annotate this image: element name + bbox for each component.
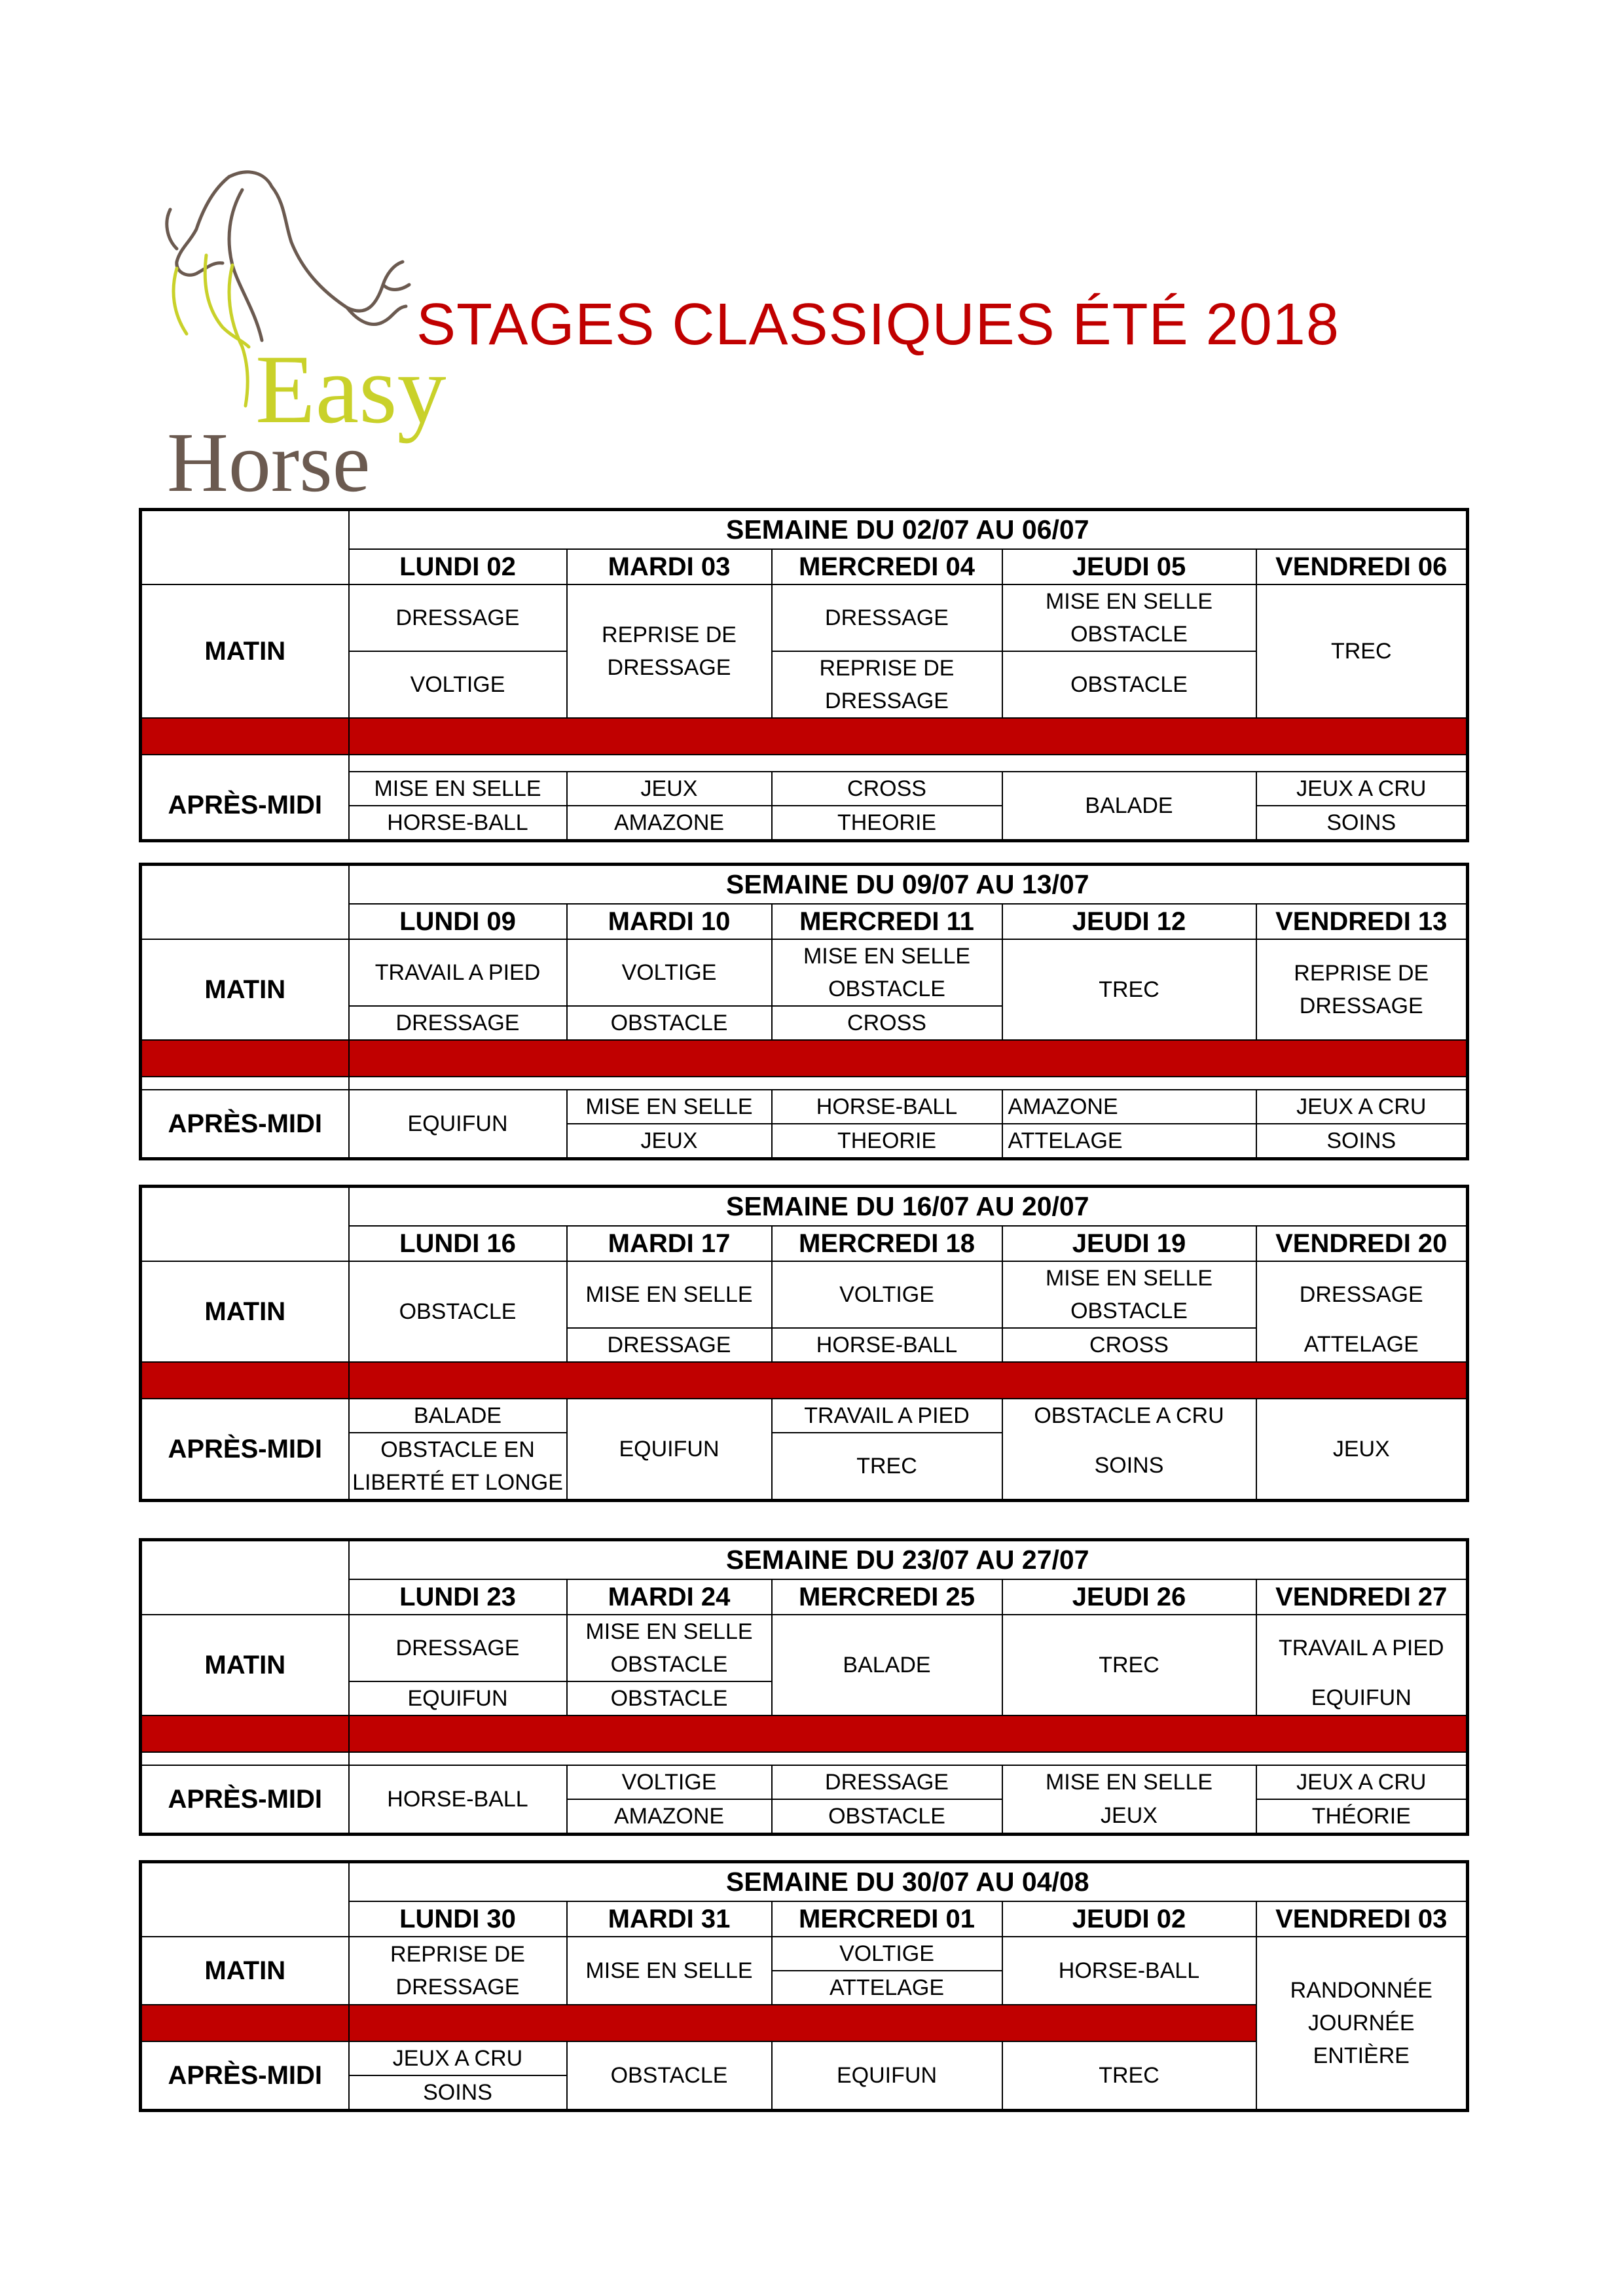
activity-cell: BALADE: [1002, 772, 1256, 841]
activity-cell: JEUX A CRU: [1256, 1765, 1468, 1799]
activity-cell: EQUIFUN: [349, 1681, 567, 1715]
day-header: VENDREDI 06: [1256, 549, 1468, 584]
activity-cell: DRESSAGE: [349, 1006, 567, 1040]
activity-cell: AMAZONE: [567, 1799, 772, 1835]
afternoon-label: APRÈS-MIDI: [141, 772, 349, 841]
activity-cell: ATTELAGE: [1256, 1328, 1468, 1362]
day-header: MERCREDI 25: [772, 1579, 1002, 1615]
activity-cell: HORSE-BALL: [772, 1328, 1002, 1362]
activity-cell: TREC: [1002, 1615, 1256, 1715]
activity-cell: DRESSAGE: [1256, 1261, 1468, 1328]
page-title: STAGES CLASSIQUES ÉTÉ 2018: [416, 292, 1340, 357]
separator-band: [141, 718, 349, 755]
activity-cell: EQUIFUN: [567, 1399, 772, 1501]
activity-cell: AMAZONE: [1002, 1090, 1256, 1124]
day-header: JEUDI 19: [1002, 1226, 1256, 1261]
activity-cell: OBSTACLE: [567, 2041, 772, 2111]
day-header: VENDREDI 20: [1256, 1226, 1468, 1261]
activity-cell: VOLTIGE: [567, 1765, 772, 1799]
activity-cell: HORSE-BALL: [1002, 1937, 1256, 2005]
separator-band: [141, 2005, 349, 2041]
week-table: [139, 508, 1469, 842]
week-heading: SEMAINE DU 23/07 AU 27/07: [349, 1540, 1468, 1579]
week-table: [139, 1860, 1469, 2112]
week-table: [139, 1538, 1469, 1836]
activity-cell: MISE EN SELLE: [567, 1937, 772, 2005]
activity-cell: DRESSAGE: [349, 1615, 567, 1681]
separator-band: [349, 1715, 1468, 1752]
activity-cell: MISE EN SELLE OBSTACLE: [1002, 1261, 1256, 1328]
activity-cell: TREC: [772, 1433, 1002, 1501]
logo-word-horse: Horse: [167, 416, 371, 504]
activity-cell: ATTELAGE: [772, 1971, 1002, 2005]
day-header: MARDI 31: [567, 1901, 772, 1937]
activity-cell: TRAVAIL A PIED: [349, 939, 567, 1006]
logo-word-easy: Easy: [255, 335, 447, 444]
activity-cell: SOINS: [1256, 806, 1468, 841]
separator-band: [141, 1040, 349, 1077]
day-header: MERCREDI 18: [772, 1226, 1002, 1261]
day-header: VENDREDI 03: [1256, 1901, 1468, 1937]
morning-label: MATIN: [141, 939, 349, 1040]
morning-label: MATIN: [141, 1615, 349, 1715]
morning-label: MATIN: [141, 1937, 349, 2005]
afternoon-label: APRÈS-MIDI: [141, 2041, 349, 2111]
activity-cell: JEUX: [567, 1124, 772, 1159]
day-header: MERCREDI 11: [772, 904, 1002, 939]
activity-cell: CROSS: [772, 772, 1002, 806]
activity-cell: MISE EN SELLE OBSTACLE: [1002, 584, 1256, 651]
activity-cell: HORSE-BALL: [349, 1765, 567, 1835]
day-header: JEUDI 05: [1002, 549, 1256, 584]
day-header: LUNDI 30: [349, 1901, 567, 1937]
activity-cell: OBSTACLE: [567, 1681, 772, 1715]
activity-cell: MISE EN SELLE OBSTACLE: [772, 939, 1002, 1006]
activity-cell: JEUX A CRU: [1256, 772, 1468, 806]
activity-cell: EQUIFUN: [772, 2041, 1002, 2111]
activity-cell: BALADE: [349, 1399, 567, 1433]
activity-cell: OBSTACLE: [772, 1799, 1002, 1835]
afternoon-label: APRÈS-MIDI: [141, 1090, 349, 1159]
activity-cell: AMAZONE: [567, 806, 772, 841]
day-header: LUNDI 23: [349, 1579, 567, 1615]
activity-cell: JEUX A CRU: [349, 2041, 567, 2075]
activity-cell: OBSTACLE: [1002, 651, 1256, 718]
day-header: VENDREDI 13: [1256, 904, 1468, 939]
separator-band: [349, 2005, 1256, 2041]
activity-cell: SOINS: [1256, 1124, 1468, 1159]
activity-cell: DRESSAGE: [567, 1328, 772, 1362]
week-heading: SEMAINE DU 30/07 AU 04/08: [349, 1862, 1468, 1901]
activity-cell: MISE EN SELLE OBSTACLE: [567, 1615, 772, 1681]
activity-cell: VOLTIGE: [772, 1937, 1002, 1971]
activity-cell: JEUX: [567, 772, 772, 806]
day-header: MERCREDI 01: [772, 1901, 1002, 1937]
day-header: JEUDI 12: [1002, 904, 1256, 939]
activity-cell: VOLTIGE: [349, 651, 567, 718]
activity-cell: TREC: [1256, 584, 1468, 718]
week-table: [139, 1185, 1469, 1502]
afternoon-label: APRÈS-MIDI: [141, 1399, 349, 1501]
activity-cell: TRAVAIL A PIED: [772, 1399, 1002, 1433]
day-header: MARDI 03: [567, 549, 772, 584]
week-heading: SEMAINE DU 02/07 AU 06/07: [349, 510, 1468, 549]
activity-cell: TREC: [1002, 939, 1256, 1040]
activity-cell: SOINS: [349, 2075, 567, 2111]
day-header: VENDREDI 27: [1256, 1579, 1468, 1615]
separator-band: [349, 1362, 1468, 1399]
activity-cell: JEUX: [1002, 1799, 1256, 1835]
activity-cell: JEUX A CRU: [1256, 1090, 1468, 1124]
separator-band: [349, 1040, 1468, 1077]
day-header: JEUDI 26: [1002, 1579, 1256, 1615]
activity-cell: MISE EN SELLE: [567, 1261, 772, 1328]
activity-cell: VOLTIGE: [567, 939, 772, 1006]
activity-cell: HORSE-BALL: [772, 1090, 1002, 1124]
activity-cell: THEORIE: [772, 1124, 1002, 1159]
day-header: MARDI 10: [567, 904, 772, 939]
day-header: MARDI 17: [567, 1226, 772, 1261]
activity-cell: REPRISE DE DRESSAGE: [1256, 939, 1468, 1040]
activity-cell: REPRISE DE DRESSAGE: [349, 1937, 567, 2005]
morning-label: MATIN: [141, 1261, 349, 1362]
activity-cell: TREC: [1002, 2041, 1256, 2111]
activity-cell: EQUIFUN: [1256, 1681, 1468, 1715]
week-heading: SEMAINE DU 16/07 AU 20/07: [349, 1187, 1468, 1226]
activity-cell: REPRISE DE DRESSAGE: [567, 584, 772, 718]
morning-label: MATIN: [141, 584, 349, 718]
separator-band: [141, 1362, 349, 1399]
activity-cell: MISE EN SELLE: [1002, 1765, 1256, 1799]
activity-cell: MISE EN SELLE: [567, 1090, 772, 1124]
week-heading: SEMAINE DU 09/07 AU 13/07: [349, 865, 1468, 904]
day-header: LUNDI 02: [349, 549, 567, 584]
activity-cell: HORSE-BALL: [349, 806, 567, 841]
activity-cell: DRESSAGE: [772, 1765, 1002, 1799]
activity-cell: OBSTACLE A CRU: [1002, 1399, 1256, 1433]
activity-cell: MISE EN SELLE: [349, 772, 567, 806]
day-header: MERCREDI 04: [772, 549, 1002, 584]
activity-cell: REPRISE DE DRESSAGE: [772, 651, 1002, 718]
afternoon-label: APRÈS-MIDI: [141, 1765, 349, 1835]
activity-cell: TRAVAIL A PIED: [1256, 1615, 1468, 1681]
activity-cell: RANDONNÉE JOURNÉE ENTIÈRE: [1256, 1937, 1468, 2111]
activity-cell: JEUX: [1256, 1399, 1468, 1501]
separator-band: [349, 718, 1468, 755]
day-header: JEUDI 02: [1002, 1901, 1256, 1937]
activity-cell: BALADE: [772, 1615, 1002, 1715]
activity-cell: VOLTIGE: [772, 1261, 1002, 1328]
day-header: LUNDI 16: [349, 1226, 567, 1261]
activity-cell: OBSTACLE: [567, 1006, 772, 1040]
activity-cell: CROSS: [1002, 1328, 1256, 1362]
activity-cell: OBSTACLE: [349, 1261, 567, 1362]
day-header: MARDI 24: [567, 1579, 772, 1615]
activity-cell: OBSTACLE EN LIBERTÉ ET LONGE: [349, 1433, 567, 1501]
activity-cell: ATTELAGE: [1002, 1124, 1256, 1159]
activity-cell: DRESSAGE: [772, 584, 1002, 651]
day-header: LUNDI 09: [349, 904, 567, 939]
activity-cell: THÉORIE: [1256, 1799, 1468, 1835]
activity-cell: DRESSAGE: [349, 584, 567, 651]
activity-cell: CROSS: [772, 1006, 1002, 1040]
week-table: [139, 863, 1469, 1160]
activity-cell: SOINS: [1002, 1433, 1256, 1501]
activity-cell: THEORIE: [772, 806, 1002, 841]
separator-band: [141, 1715, 349, 1752]
activity-cell: EQUIFUN: [349, 1090, 567, 1159]
